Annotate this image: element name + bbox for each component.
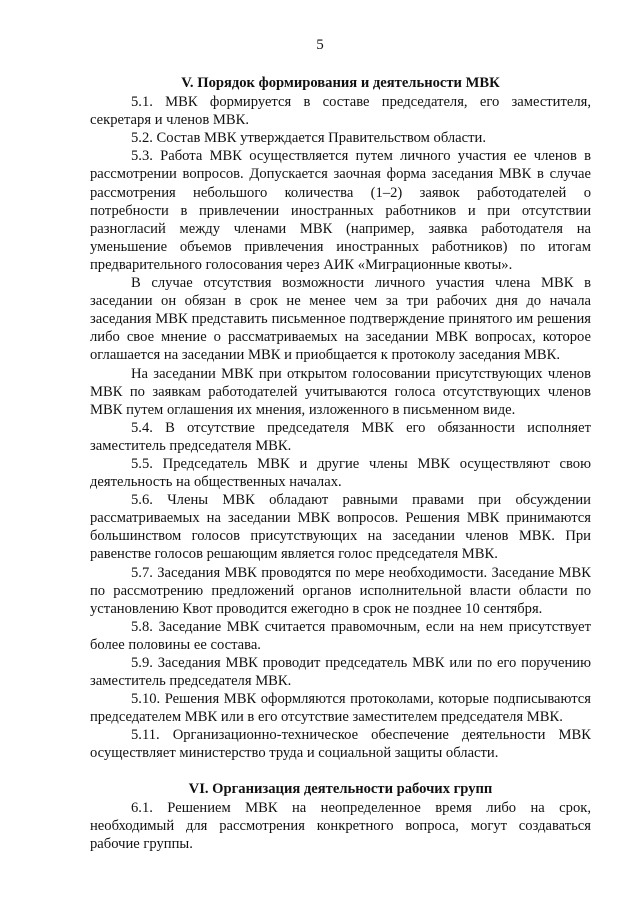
paragraph-5-1: 5.1. МВК формируется в составе председателя, его заместителя, секретаря и членов МВК. xyxy=(90,94,591,129)
paragraph-5-2: 5.2. Состав МВК утверждается Правительством области. xyxy=(131,130,486,147)
document-body xyxy=(90,74,591,853)
page-number: 5 xyxy=(316,37,324,53)
paragraph-5-11: 5.11. Организационно-техническое обеспечение деятельности МВК осуществляет министерство труда и социальной защиты области. xyxy=(90,727,591,762)
paragraph-5-8: 5.8. Заседание МВК считается правомочным, если на нем присутствует более половины ее состава. xyxy=(90,618,591,653)
section-heading-vi: VI. Организация деятельности рабочих групп xyxy=(188,780,493,797)
paragraph-5-3: 5.3. Работа МВК осуществляется путем личного участия ее членов в рассмотрении вопросов. Допускается заочная форма заседания МВК в случае рассмотрения небольшого количества (1–2) заявок работодателей о потребности в привлечении иностранных работников и при отсутствии разногласий между членами МВК (например, заявка работодателя на уменьшение объемов привлечения иностранных работников) по итогам предварительного голосования через АИК «Миграционные квоты». xyxy=(90,148,591,273)
paragraph-5-6: 5.6. Члены МВК обладают равными правами при обсуждении рассматриваемых на заседании МВК вопросов. Решения МВК принимаются большинством голосов присутствующих на заседании членов МВК. При равенстве голосов решающим является голос председателя МВК. xyxy=(90,492,591,563)
paragraph-5-10: 5.10. Решения МВК оформляются протоколами, которые подписываются председателем МВК или в его отсутствие заместителем председателя МВК. xyxy=(90,691,591,726)
paragraph-5-9: 5.9. Заседания МВК проводит председатель МВК или по его поручению заместитель председателя МВК. xyxy=(90,655,591,690)
paragraph-5-4: 5.4. В отсутствие председателя МВК его обязанности исполняет заместитель председателя МВК. xyxy=(90,419,591,454)
paragraph-5-3-voting: На заседании МВК при открытом голосовании присутствующих членов МВК по заявкам работодателей учитываются голоса отсутствующих членов МВК путем оглашения их мнения, изложенного в письменном виде. xyxy=(90,365,591,418)
paragraph-5-5: 5.5. Председатель МВК и другие члены МВК осуществляют свою деятельность на общественных началах. xyxy=(90,455,591,491)
paragraph-6-1: 6.1. Решением МВК на неопределенное время либо на срок, необходимый для рассмотрения конкретного вопроса, могут создаваться рабочие группы. xyxy=(90,799,591,852)
section-heading-v: V. Порядок формирования и деятельности МВК xyxy=(181,75,500,91)
paragraph-5-7: 5.7. Заседания МВК проводятся по мере необходимости. Заседание МВК по рассмотрению предложений органов исполнительной власти области по установлению Квот проводится ежегодно в срок не позднее 10 сентября. xyxy=(90,564,591,617)
paragraph-5-3-absence: В случае отсутствия возможности личного участия члена МВК в заседании он обязан в срок не менее чем за три рабочих дня до начала заседания МВК представить письменное подтверждение принятого им решения либо свое мнение о рассматриваемых на заседании МВК вопросах, которое оглашается на заседании МВК и приобщается к протоколу заседания МВК. xyxy=(90,275,591,364)
